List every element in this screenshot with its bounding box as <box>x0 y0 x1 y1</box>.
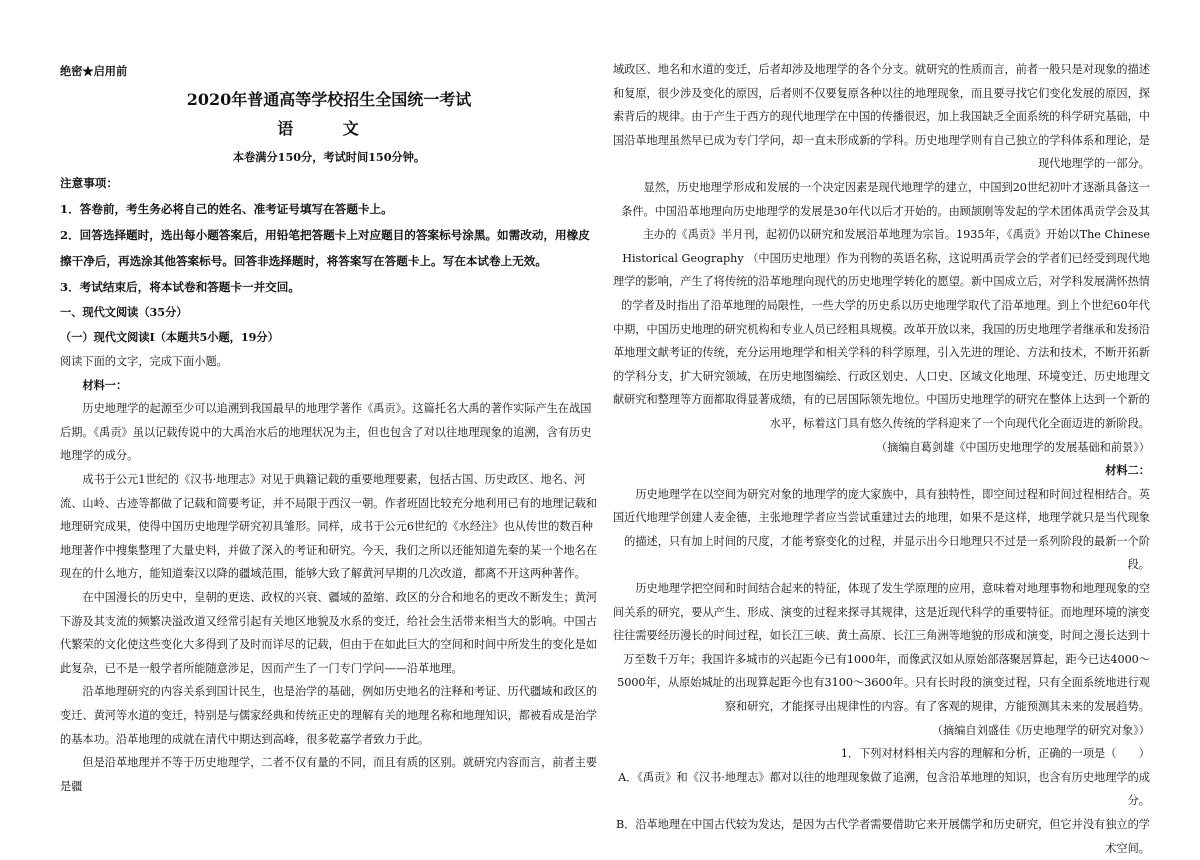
notes-heading: 注意事项： <box>60 176 118 190</box>
source-citation-1: （摘编自葛剑雄《中国历史地理学的发展基础和前景》） <box>875 440 1150 454</box>
right-column <box>612 58 1150 860</box>
paragraph: 历史地理学在以空间为研究对象的地理学的庞大家族中，具有独特性，即空间过程和时间过程相结合。英国近代地理学创建人麦金德，主张地理学者应当尝试重建过去的地理，如果不是这样，地理学就只是当代现象的描述，只有加上时间的尺度，才能考察变化的过程，并显示出今日地理只不过是一系列阶段的最新一个阶段。 <box>612 487 1150 572</box>
left-column <box>60 58 598 798</box>
paragraph: 但是沿革地理并不等于历史地理学，二者不仅有量的不同，而且有质的区别。就研究内容而言，前者主要是疆 <box>60 756 598 793</box>
subject-title: 语 文 <box>277 119 381 138</box>
paragraph: 历史地理学把空间和时间结合起来的特征，体现了发生学原理的应用，意味着对地理事物和地理现象的空间关系的研究，要从产生、形成、演变的过程来探寻其规律，这是近现代科学的重要特征。而地理环境的演变往往需要经历漫长的时间过程，如长江三峡、黄土高原、长江三角洲等地貌的形成和演变，时间之漫长达到十万至数千万年；我国许多城市的兴起距今已有1000年，而像武汉如从原始部落聚居算起，距今已达4000～5000年，从原始城址的出现算起距今也有3100～3600年。只有长时段的演变过程，只有全面系统地进行观察和研究，才能探寻出规律性的内容。有了客观的规律，方能预测其未来的发展趋势。 <box>612 582 1150 714</box>
paragraph: 沿革地理研究的内容关系到国计民生，也是治学的基础，例如历史地名的注释和考证、历代疆域和政区的变迁、黄河等水道的变迁，特别是与儒家经典和传统正史的理解有关的地理名称和地理知识，都被看成是治学的基本功。沿革地理的成就在清代中期达到高峰，很多乾嘉学者致力于此。 <box>60 685 598 746</box>
paragraph: 在中国漫长的历史中，皇朝的更迭、政权的兴衰、疆域的盈缩、政区的分合和地名的更改不断发生；黄河下游及其支流的频繁决溢改道又经常引起有关地区地貌及水系的变迁，给社会生活带来相当大的影响。中国古代繁荣的文化使这些变化大多得到了及时而详尽的记载，但由于在如此巨大的空间和时间中所发生的变化是如此复杂，已不是一般学者所能随意涉足，因而产生了一门专门学问——沿革地理。 <box>60 590 598 675</box>
option-b: B．沿革地理在中国古代较为发达，是因为古代学者需要借助它来开展儒学和历史研究，但它并没有独立的学术空间。 <box>615 818 1150 855</box>
scoring-info: 本卷满分150分，考试时间150分钟。 <box>232 150 426 164</box>
note-1: 1．答卷前，考生务必将自己的姓名、准考证号填写在答题卡上。 <box>60 202 393 216</box>
note-2: 2．回答选择题时，选出每小题答案后，用铅笔把答题卡上对应题目的答案标号涂黑。如需改动，用橡皮擦干净后，再选涂其他答案标号。回答非选择题时，将答案写在答题卡上。写在本试卷上无效。 <box>60 228 590 268</box>
reading-instruction: 阅读下面的文字，完成下面小题。 <box>60 355 228 368</box>
paragraph: 显然，历史地理学形成和发展的一个决定因素是现代地理学的建立，中国到20世纪初叶才逐渐具备这一条件。中国沿革地理向历史地理学的发展是30年代以后才开始的。由顾颉刚等发起的学术团体禹贡学会及其主办的《禹贡》半月刊，起初仍以研究和发展沿革地理为宗旨。1935年，《禹贡》开始以The Chinese Historical Geography （中国历史地理）作为刊物的英语名称，这说明禹贡学会的学者们已经受到现代地理学的影响，产生了将传统的沿革地理向现代的历史地理学转化的愿望。新中国成立后，对学科发展满怀热情的学者及时指出了沿革地理的局限性，一些大学的历史系以历史地理学取代了沿革地理。到上个世纪60年代中期，中国历史地理的研究机构和专业人员已经粗具规模。改革开放以来，我国的历史地理学者继承和发扬沿革地理文献考证的传统，充分运用地理学和相关学科的科学原理，引入先进的理论、方法和技术，不断开拓新的学科分支，扩大研究领域，在历史地图编绘、行政区划史、人口史、区域文化地理、环境变迁、历史地理文献研究和整理等方面都取得显著成绩，有的已居国际领先地位。中国历史地理学的研究在整体上达到一个新的水平，标着这门具有悠久传统的学科迎来了一个向现代化全面迈进的新阶段。 <box>612 180 1150 430</box>
source-citation-2: （摘编自刘盛佳《历史地理学的研究对象》） <box>931 723 1150 737</box>
question-1: 1．下列对材料相关内容的理解和分析，正确的一项是（ ） <box>840 747 1150 761</box>
subsection-heading: （一）现代文阅读Ⅰ（本题共5小题，19分） <box>60 330 279 344</box>
note-3: 3．考试结束后，将本试卷和答题卡一并交回。 <box>60 280 300 294</box>
material-2-label: 材料二： <box>1105 463 1150 478</box>
paragraph: 历史地理学的起源至少可以追溯到我国最早的地理学著作《禹贡》。这篇托名大禹的著作实际产生在战国后期。《禹贡》虽以记载传说中的大禹治水后的地理状况为主，但也包含了对以往地理现象的追溯，含有历史地理学的成分。 <box>60 402 592 463</box>
confidential-label: 绝密★启用前 <box>60 64 128 78</box>
material-1-label: 材料一： <box>82 377 128 392</box>
option-a: A．《禹贡》和《汉书·地理志》都对以往的地理现象做了追溯，包含沿革地理的知识，也含有历史地理学的成分。 <box>618 770 1150 808</box>
exam-title: 2020年普通高等学校招生全国统一考试 <box>186 90 472 109</box>
paragraph: 域政区、地名和水道的变迁，后者却涉及地理学的各个分支。就研究的性质而言，前者一般只是对现象的描述和复原，很少涉及变化的原因，后者则不仅要复原各种以往的地理现象，而且要寻找它们变化发展的原因，探索背后的规律。由于产生于西方的现代地理学在中国的传播很迟，加上我国缺乏全面系统的科学研究基础，中国沿革地理虽然早已成为专门学问，却一直未形成新的学科。历史地理学则有自己独立的学科体系和理论，是现代地理学的一部分。 <box>612 63 1150 171</box>
paragraph: 成书于公元1世纪的《汉书·地理志》对见于典籍记载的重要地理要素，包括古国、历史政区、地名、河流、山岭、古迹等都做了记载和简要考证，并不局限于西汉一朝。作者班固比较充分地利用已有的地理记载和地理研究成果，使得中国历史地理学研究初具雏形。同样，成书于公元6世纪的《水经注》也从传世的数百种地理著作中搜集整理了大量史料，并做了深入的考证和研究。今天，我们之所以还能知道先秦的某一个地名在现在的什么地方，能知道秦汉以降的疆域范围，能够大致了解黄河早期的几次改道，都离不开这两种著作。 <box>60 472 598 581</box>
section-heading: 一、现代文阅读（35分） <box>60 305 188 319</box>
